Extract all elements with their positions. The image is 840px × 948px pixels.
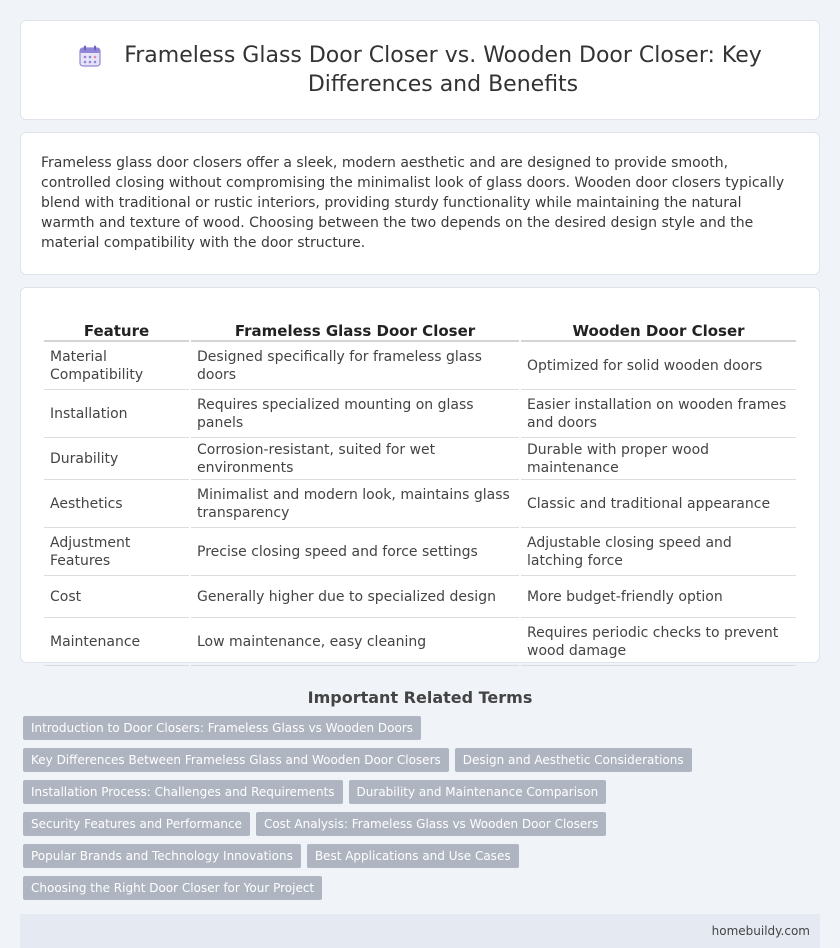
page-title <box>124 41 762 99</box>
footer <box>20 914 820 948</box>
table-row <box>44 528 796 576</box>
related-tag[interactable]: Design and Aesthetic Considerations <box>455 748 692 772</box>
table-row <box>44 390 796 438</box>
table-cell-wooden: Durable with proper wood maintenance <box>521 438 796 480</box>
footer-site-link[interactable]: homebuildy.com <box>711 924 810 938</box>
table-cell-glass: Minimalist and modern look, maintains glass transparency <box>191 480 519 528</box>
related-tag[interactable]: Best Applications and Use Cases <box>307 844 519 868</box>
table-row <box>44 576 796 618</box>
table-row <box>44 618 796 666</box>
table-cell-feature: Maintenance <box>44 618 189 666</box>
table-cell-feature: Installation <box>44 390 189 438</box>
table-header-wooden: Wooden Door Closer <box>521 306 796 342</box>
related-tag[interactable]: Installation Process: Challenges and Requirements <box>23 780 343 804</box>
related-tag[interactable]: Choosing the Right Door Closer for Your Project <box>23 876 322 900</box>
page-title-line1: Frameless Glass Door Closer vs. Wooden Door Closer: Key <box>124 43 762 68</box>
table-cell-wooden: Easier installation on wooden frames and doors <box>521 390 796 438</box>
table-row <box>44 342 796 390</box>
table-cell-glass: Requires specialized mounting on glass panels <box>191 390 519 438</box>
table-cell-wooden: Optimized for solid wooden doors <box>521 342 796 390</box>
table-cell-wooden: Adjustable closing speed and latching force <box>521 528 796 576</box>
page-title-line2: Differences and Benefits <box>307 72 579 97</box>
table-cell-glass: Low maintenance, easy cleaning <box>191 618 519 666</box>
table-cell-feature: Aesthetics <box>44 480 189 528</box>
table-header-glass: Frameless Glass Door Closer <box>191 306 519 342</box>
table-header-feature: Feature <box>44 306 189 342</box>
related-tag[interactable]: Security Features and Performance <box>23 812 250 836</box>
table-cell-feature: Durability <box>44 438 189 480</box>
comparison-table <box>42 306 798 666</box>
table-cell-glass: Generally higher due to specialized design <box>191 576 519 618</box>
title-card <box>20 20 820 120</box>
table-cell-glass: Corrosion-resistant, suited for wet environments <box>191 438 519 480</box>
table-cell-wooden: Requires periodic checks to prevent wood damage <box>521 618 796 666</box>
calendar-icon <box>78 44 102 68</box>
table-cell-wooden: Classic and traditional appearance <box>521 480 796 528</box>
related-tag[interactable]: Popular Brands and Technology Innovations <box>23 844 301 868</box>
table-cell-wooden: More budget-friendly option <box>521 576 796 618</box>
table-row <box>44 480 796 528</box>
related-tag[interactable]: Introduction to Door Closers: Frameless Glass vs Wooden Doors <box>23 716 421 740</box>
related-tag[interactable]: Durability and Maintenance Comparison <box>349 780 607 804</box>
table-cell-glass: Designed specifically for frameless glass doors <box>191 342 519 390</box>
related-tag[interactable]: Key Differences Between Frameless Glass and Wooden Door Closers <box>23 748 449 772</box>
table-header-row <box>44 306 796 342</box>
intro-text: Frameless glass door closers offer a sleek, modern aesthetic and are designed to provide smooth, controlled closing without compromising the minimalist look of glass doors. Wooden door closers typically blend with traditional or rustic interiors, providing sturdy functionality while maintaining the natural warmth and texture of wood. Choosing between the two depends on the desired design style and the material compatibility with the door structure. <box>41 155 785 251</box>
table-cell-feature: Cost <box>44 576 189 618</box>
related-tag[interactable]: Cost Analysis: Frameless Glass vs Wooden Door Closers <box>256 812 607 836</box>
table-row <box>44 438 796 480</box>
intro-card <box>20 132 820 275</box>
related-terms-tags <box>20 716 820 908</box>
table-cell-glass: Precise closing speed and force settings <box>191 528 519 576</box>
table-cell-feature: Adjustment Features <box>44 528 189 576</box>
comparison-table-card <box>20 287 820 663</box>
table-cell-feature: Material Compatibility <box>44 342 189 390</box>
related-terms-title: Important Related Terms <box>307 688 533 707</box>
